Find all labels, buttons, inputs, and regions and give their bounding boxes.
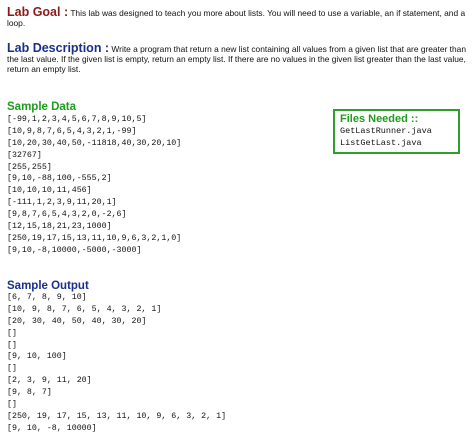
sample-data-line: [9,8,7,6,5,4,3,2,0,-2,6] bbox=[7, 210, 127, 220]
sample-data-line: [32767] bbox=[7, 150, 42, 160]
sample-data-line: [10,10,10,11,456] bbox=[7, 186, 92, 196]
sample-data-line: [-99,1,2,3,4,5,6,7,8,9,10,5] bbox=[7, 115, 147, 124]
sample-output-line: [9, 10, 100] bbox=[7, 352, 67, 362]
lab-goal-heading: Lab Goal : bbox=[7, 5, 69, 19]
sample-output-list bbox=[7, 292, 226, 435]
sample-output-line: [250, 19, 17, 15, 13, 11, 10, 9, 6, 3, 2, 1] bbox=[7, 411, 227, 421]
sample-output-line: [20, 30, 40, 50, 40, 30, 20] bbox=[7, 316, 147, 326]
lab-goal-text: This lab was designed to teach you more about lists. You will need to use a variable, an if statement, and a loop. bbox=[7, 8, 466, 28]
sample-output-line: [] bbox=[7, 340, 17, 350]
sample-output-line: [10, 9, 8, 7, 6, 5, 4, 3, 2, 1] bbox=[7, 304, 162, 314]
sample-output-line: [] bbox=[7, 364, 17, 374]
sample-data-line: [12,15,18,21,23,1000] bbox=[7, 222, 112, 232]
sample-output-line: [2, 3, 9, 11, 20] bbox=[7, 376, 92, 386]
sample-data-line: [250,19,17,15,13,11,10,9,6,3,2,1,0] bbox=[7, 233, 182, 243]
lab-description bbox=[7, 43, 469, 74]
sample-data-list bbox=[7, 114, 181, 257]
sample-data-heading: Sample Data bbox=[7, 101, 77, 113]
file-name: ListGetLast.java bbox=[340, 138, 422, 148]
sample-data-line: [-111,1,2,3,9,11,20,1] bbox=[7, 198, 117, 208]
sample-output-line: [] bbox=[7, 400, 17, 410]
sample-data-line: [10,20,30,40,50,-11818,40,30,20,10] bbox=[7, 138, 182, 148]
sample-data-line: [10,9,8,7,6,5,4,3,2,1,-99] bbox=[7, 126, 137, 136]
files-needed-box bbox=[333, 109, 460, 154]
sample-data-line: [9,10,-88,100,-555,2] bbox=[7, 174, 112, 184]
lab-description-heading: Lab Description : bbox=[7, 41, 110, 55]
sample-data-line: [9,10,-8,10000,-5000,-3000] bbox=[7, 245, 142, 255]
sample-output-line: [9, 8, 7] bbox=[7, 388, 52, 398]
lab-description-text: Write a program that return a new list containing all values from a given list that are greater than the last value. If the given list is empty, return an empty list. If there are no values in the given list greater than the last value, return an empty list. bbox=[7, 44, 466, 74]
file-name: GetLastRunner.java bbox=[340, 126, 432, 136]
sample-data-line: [255,255] bbox=[7, 162, 52, 172]
files-needed-heading: Files Needed :: bbox=[340, 113, 419, 125]
sample-output-heading: Sample Output bbox=[7, 280, 89, 292]
lab-goal bbox=[7, 7, 469, 28]
sample-output-line: [] bbox=[7, 328, 17, 338]
sample-output-line: [6, 7, 8, 9, 10] bbox=[7, 293, 87, 302]
sample-output-line: [9, 10, -8, 10000] bbox=[7, 423, 97, 433]
